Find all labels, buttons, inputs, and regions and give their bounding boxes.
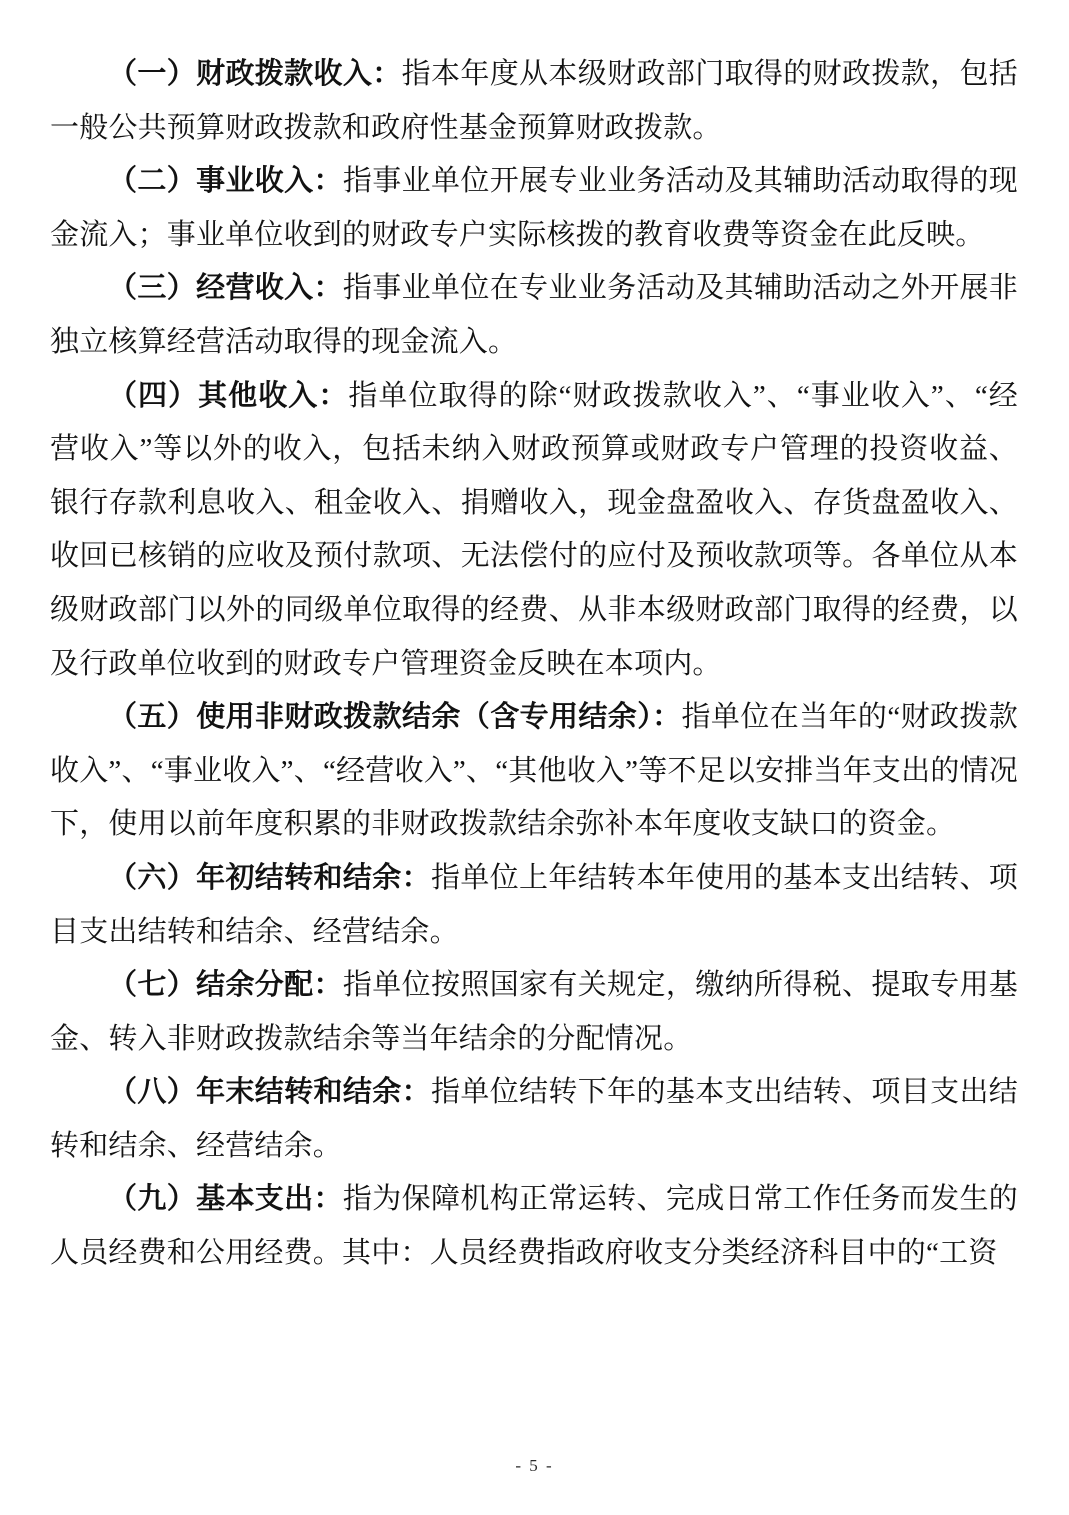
paragraph-lead: （三）经营收入： bbox=[108, 272, 343, 305]
paragraph bbox=[50, 370, 1018, 692]
paragraph bbox=[50, 1173, 1018, 1280]
paragraph-body: 指单位按照国家有关规定，缴纳所得税、提取专用基金、转入非财政拨款结余等当年结余的分配情况。 bbox=[50, 969, 1018, 1055]
paragraph-body: 指本年度从本级财政部门取得的财政拨款，包括一般公共预算财政拨款和政府性基金预算财政拨款。 bbox=[50, 58, 1018, 144]
paragraph bbox=[50, 155, 1018, 262]
paragraph-lead: （八）年末结转和结余： bbox=[108, 1076, 431, 1109]
paragraph bbox=[50, 1066, 1018, 1173]
paragraph-body: 指单位取得的除“财政拨款收入”、“事业收入”、“经营收入”等以外的收入，包括未纳入财政预算或财政专户管理的投资收益、银行存款利息收入、租金收入、捐赠收入，现金盘盈收入、存货盘盈收入、收回已核销的应收及预付款项、无法偿付的应付及预收款项等。各单位从本级财政部门以外的同级单位取得的经费、从非本级财政部门取得的经费，以及行政单位收到的财政专户管理资金反映在本项内。 bbox=[50, 379, 1018, 680]
paragraph-body: 指单位上年结转本年使用的基本支出结转、项目支出结转和结余、经营结余。 bbox=[50, 861, 1018, 948]
paragraph-lead: （七）结余分配： bbox=[108, 969, 343, 1002]
paragraph bbox=[50, 691, 1018, 852]
paragraph-lead: （一）财政拨款收入： bbox=[108, 58, 402, 90]
paragraph-body: 指单位结转下年的基本支出结转、项目支出结转和结余、经营结余。 bbox=[50, 1076, 1018, 1162]
paragraph-lead: （五）使用非财政拨款结余（含专用结余）： bbox=[108, 701, 682, 734]
page-number: - 5 - bbox=[515, 1456, 554, 1475]
document-body bbox=[50, 48, 1018, 1281]
paragraph-body: 指为保障机构正常运转、完成日常工作任务而发生的人员经费和公用经费。其中：人员经费指政府收支分类经济科目中的“工资 bbox=[50, 1183, 1018, 1270]
paragraph bbox=[50, 48, 1018, 155]
paragraph bbox=[50, 852, 1018, 959]
paragraph bbox=[50, 959, 1018, 1066]
paragraph-lead: （四）其他收入： bbox=[108, 379, 349, 412]
paragraph-body: 指事业单位在专业业务活动及其辅助活动之外开展非独立核算经营活动取得的现金流入。 bbox=[50, 272, 1018, 358]
paragraph bbox=[50, 262, 1018, 369]
paragraph-lead: （二）事业收入： bbox=[108, 165, 343, 198]
paragraph-body: 指事业单位开展专业业务活动及其辅助活动取得的现金流入；事业单位收到的财政专户实际核拨的教育收费等资金在此反映。 bbox=[50, 165, 1018, 251]
paragraph-lead: （九）基本支出： bbox=[108, 1183, 343, 1216]
paragraph-body: 指单位在当年的“财政拨款收入”、“事业收入”、“经营收入”、“其他收入”等不足以安排当年支出的情况下，使用以前年度积累的非财政拨款结余弥补本年度收支缺口的资金。 bbox=[50, 701, 1018, 841]
paragraph-lead: （六）年初结转和结余： bbox=[108, 861, 431, 894]
